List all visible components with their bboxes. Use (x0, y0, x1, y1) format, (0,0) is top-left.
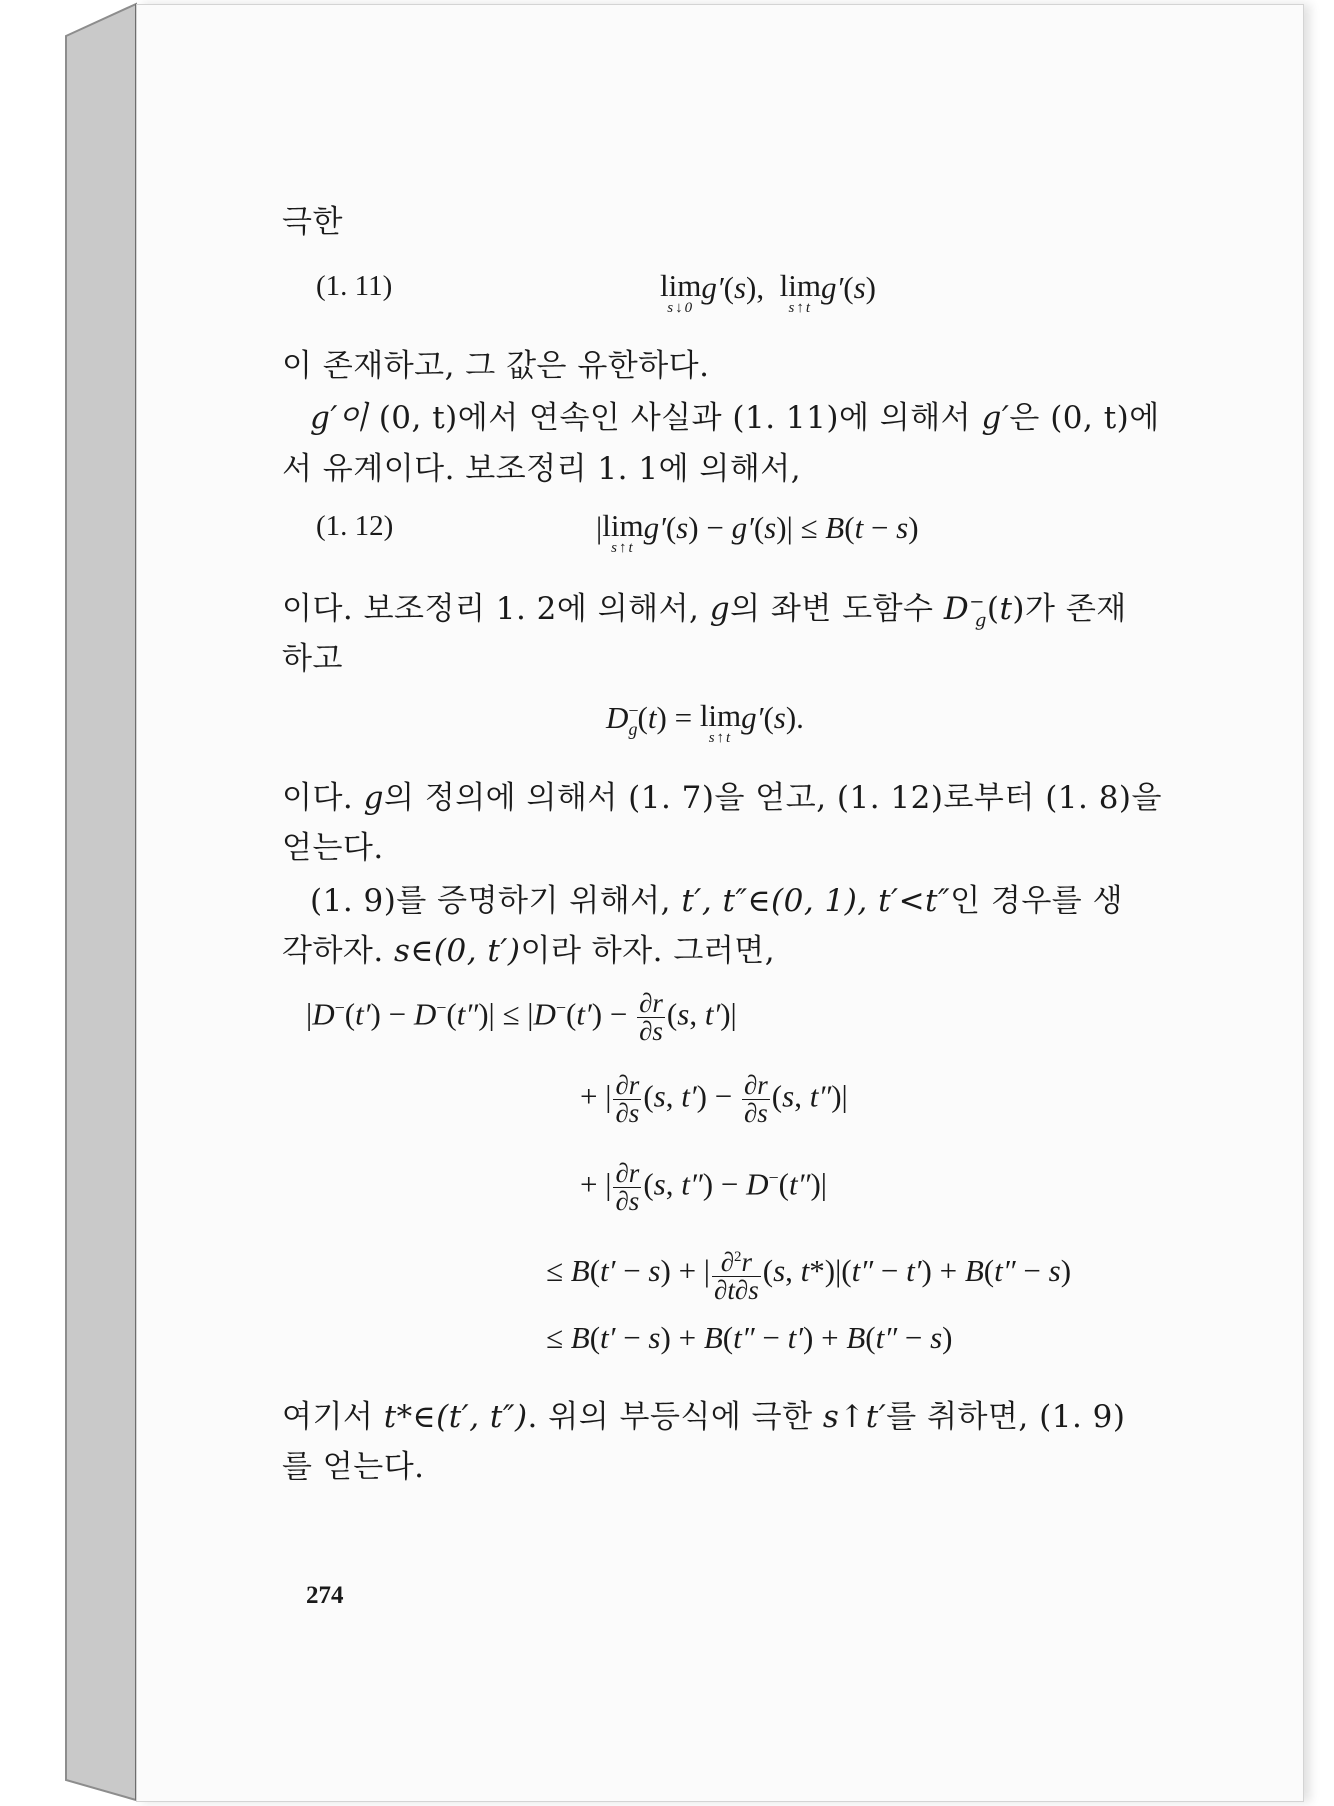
math-inline: g (363, 780, 384, 816)
text-span: 이다. 보조정리 1. 2에 의해서, (282, 591, 710, 627)
inequality-line-1: |D−(t′) − D−(t″)| ≤ |D−(t′) − $\frac{\partial r}{\partial s}$ (s, t′)| (306, 988, 737, 1046)
text-span: 인 경우를 생 (950, 883, 1124, 919)
text-span: 를 취하면, (886, 1399, 1040, 1435)
text-line: 하고 (282, 641, 343, 677)
inequality-line-4: ≤ B(t′ − s) + | $\frac{\partial^2r}{\partial t\partial s}$ (s, t*)|(t″ − t′) + B(t″ − s) (546, 1244, 1071, 1304)
math-inline: t*∈(t′, t″) (383, 1399, 528, 1435)
text-line: 서 유계이다. 보조정리 1. 1에 의해서, (282, 451, 802, 487)
inequality-line-2: + | $\frac{\partial r}{\partial s}$ (s, t′) − $\frac{\partial r}{\partial s}$ (s, t″)| (580, 1070, 848, 1128)
text-span: 이다. (282, 780, 364, 816)
text-span: 의 좌변 도함수 (730, 591, 944, 627)
math-inline: g (709, 591, 731, 627)
math-inline: (0, t) (1050, 400, 1130, 436)
text-span: 로부터 (943, 780, 1046, 816)
inequality-line-3: + | $\frac{\partial r}{\partial s}$ (s, t″) − D−(t″)| (580, 1158, 827, 1216)
text-line (310, 392, 1160, 437)
equation-reference: (1. 7) (628, 780, 715, 816)
equation-reference: (1. 12) (836, 780, 944, 816)
equation-reference: (1. 9) (310, 883, 397, 919)
text-line (282, 925, 775, 970)
equation-left-derivative: $D^-_g(t) = \lim$ s↑t g′(s). (606, 698, 804, 746)
page-number: 274 (306, 1582, 344, 1609)
text-span: 가 존재 (1025, 591, 1127, 627)
inequality-line-5: ≤ B(t′ − s) + B(t″ − t′) + B(t″ − s) (546, 1320, 953, 1355)
equation-1-12: |lim s↑t g′(s) − g′(s)| ≤ B(t − s) (596, 508, 919, 556)
text-line: 이 존재하고, 그 값은 유한하다. (282, 348, 710, 384)
equation-number: (1. 11) (316, 270, 393, 302)
math-inline: s∈(0, t′) (394, 933, 521, 969)
math-inline: g′이 (310, 400, 379, 436)
text-span: 에 의해서 (838, 400, 982, 436)
math-inline: s↑t′ (822, 1399, 887, 1435)
text-line: 극한 (282, 204, 343, 240)
text-span: 각하자. (282, 933, 395, 969)
equation-1-11: lim s↓0 g′(s), lim s↑t g′(s) (660, 268, 876, 316)
text-span: 에 (1129, 400, 1160, 436)
equation-reference: (1. 8) (1045, 780, 1132, 816)
math-inline: t′, t″∈(0, 1), t′<t″ (681, 883, 951, 919)
text-span: 에서 연속인 사실과 (457, 400, 733, 436)
text-span: 은 (1009, 400, 1051, 436)
text-span: 여기서 (282, 1399, 384, 1435)
text-line (282, 772, 1162, 817)
equation-reference: (1. 11) (732, 400, 839, 436)
text-span: 이라 하자. 그러면, (520, 933, 776, 969)
text-span: 을 얻고, (714, 780, 837, 816)
text-span: 의 정의에 의해서 (383, 780, 629, 816)
text-line: 를 얻는다. (282, 1449, 425, 1485)
text-line (282, 1391, 1125, 1436)
math-inline: (0, t) (378, 400, 458, 436)
text-span: 를 증명하기 위해서, (396, 883, 682, 919)
text-span: 을 (1131, 780, 1162, 816)
text-line: 얻는다. (282, 830, 384, 866)
equation-number: (1. 12) (316, 510, 394, 542)
text-line (310, 875, 1123, 920)
math-inline: g′ (981, 400, 1010, 436)
math-inline: D (943, 591, 970, 627)
text-span: . 위의 부등식에 극한 (527, 1399, 823, 1435)
equation-reference: (1. 9) (1039, 1399, 1126, 1435)
text-line: 이다. 보조정리 1. 2에 의해서, g의 좌변 도함수 $D^-_g(t)$가 존재 (282, 591, 1127, 632)
